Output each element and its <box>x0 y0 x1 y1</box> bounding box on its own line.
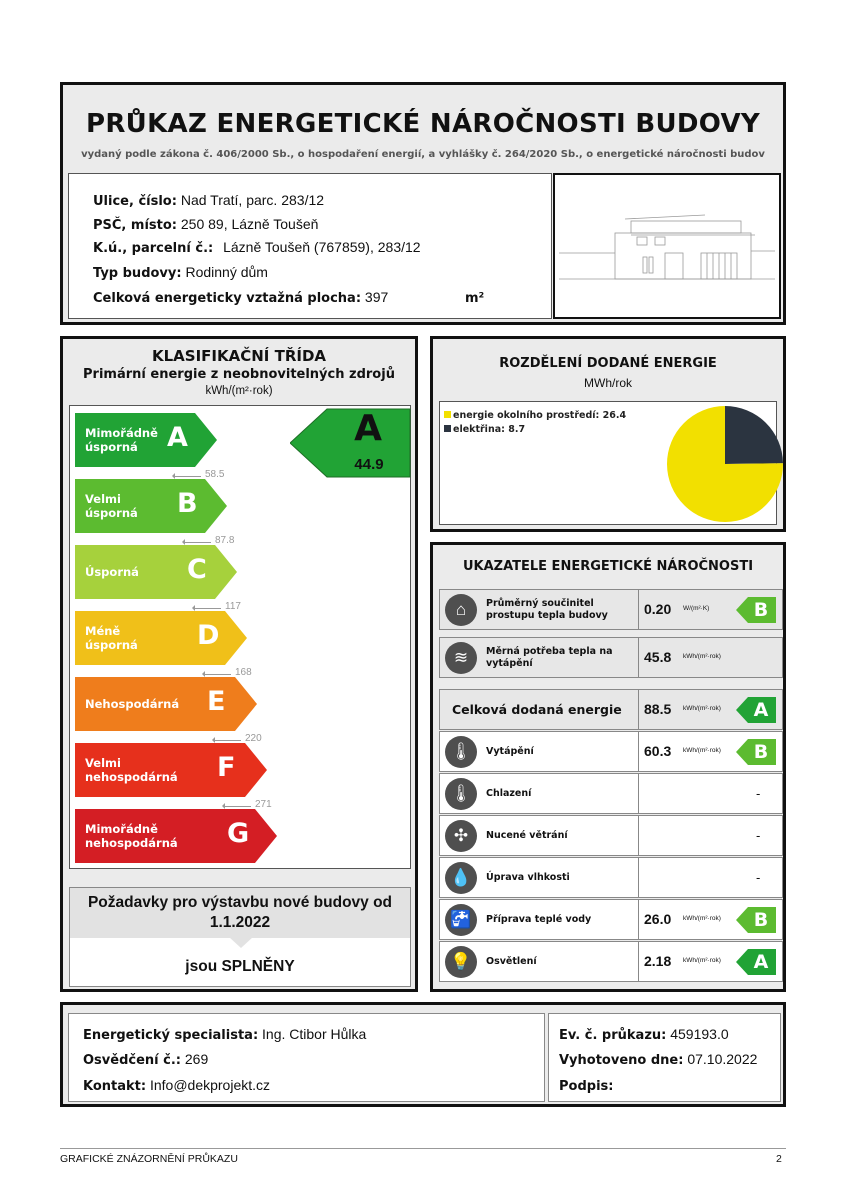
class-band-label: Mimořádně nehospodárná <box>85 822 178 850</box>
legend-label: elektřina: 8.7 <box>453 424 526 435</box>
class-band-g <box>75 809 277 863</box>
indicator-row <box>439 589 783 630</box>
class-band-label: Mimořádně úsporná <box>85 426 158 454</box>
indicator-row <box>439 637 783 678</box>
ev-label: Ev. č. průkazu: <box>559 1028 667 1043</box>
legend-item-electricity <box>444 424 525 435</box>
street-value: Nad Tratí, parc. 283/12 <box>180 192 325 208</box>
indicator-name: Celková dodaná energie <box>452 701 622 717</box>
certificate-meta <box>548 1013 781 1102</box>
classification-title: KLASIFIKAČNÍ TŘÍDA <box>151 347 327 365</box>
class-band-letter: A <box>167 422 188 453</box>
class-band-e <box>75 677 257 731</box>
class-band-label: Nehospodárná <box>85 697 180 711</box>
ku-value: Lázně Toušeň (767859), 283/12 <box>223 239 421 255</box>
requirements-box <box>69 887 411 987</box>
legend-swatch <box>444 425 451 432</box>
energy-scale <box>69 405 411 869</box>
contact-label: Kontakt: <box>83 1079 147 1094</box>
class-band-label: Velmi úsporná <box>85 492 138 520</box>
indicators-panel <box>430 542 786 992</box>
class-band-letter: C <box>187 554 207 585</box>
result-value: 44.9 <box>354 456 384 473</box>
specialist-panel <box>60 1002 786 1107</box>
indicator-empty-value: - <box>756 870 761 885</box>
page-number: 2 <box>776 1153 782 1165</box>
class-band-a <box>75 413 217 467</box>
psc-value: 250 89, Lázně Toušeň <box>180 216 319 232</box>
class-band-letter: E <box>207 686 226 717</box>
indicator-name: Úprava vlhkosti <box>486 871 570 883</box>
indicator-unit: kWh/(m²·rok) <box>683 915 721 922</box>
class-badge <box>736 949 776 975</box>
area-unit: m² <box>465 291 485 306</box>
ku-row <box>93 239 421 256</box>
indicator-unit: kWh/(m²·rok) <box>683 747 721 754</box>
indicator-value: 45.8 <box>644 649 672 665</box>
pie-chart <box>664 403 786 525</box>
signature-row <box>559 1077 613 1094</box>
specialist-label: Energetický specialista: <box>83 1028 259 1043</box>
distribution-title: ROZDĚLENÍ DODANÉ ENERGIE <box>499 356 717 371</box>
result-class: A <box>354 408 382 449</box>
requirements-text: Požadavky pro výstavbu nové budovy od 1.1.2022 <box>70 888 410 938</box>
class-band-f <box>75 743 267 797</box>
class-badge-letter: B <box>753 741 769 763</box>
specialist-row <box>83 1026 366 1043</box>
contact-email: Info@dekprojekt.cz <box>149 1077 271 1093</box>
indicator-row <box>439 899 783 940</box>
classification-subtitle: Primární energie z neobnovitelných zdrojů <box>83 367 395 382</box>
distribution-unit: MWh/rok <box>584 376 632 390</box>
date-label: Vyhotoveno dne: <box>559 1053 684 1068</box>
indicator-name: Měrná potřeba tepla na vytápění <box>486 645 613 669</box>
indicator-unit: kWh/(m²·rok) <box>683 957 721 964</box>
date-value: 07.10.2022 <box>687 1051 758 1067</box>
class-band-c <box>75 545 237 599</box>
class-threshold: 117 <box>225 601 241 612</box>
humidity-icon: 💧 <box>445 862 477 894</box>
class-badge-letter: B <box>753 599 769 621</box>
legend-label: energie okolního prostředí: 26.4 <box>453 410 627 421</box>
indicator-row <box>439 689 783 730</box>
indicator-name: Průměrný součinitel prostupu tepla budovy <box>486 597 608 621</box>
street-row <box>93 192 324 209</box>
class-badge <box>736 697 776 723</box>
class-band-letter: D <box>197 620 220 651</box>
type-value: Rodinný dům <box>185 264 268 280</box>
class-band-letter: G <box>227 818 250 849</box>
requirements-result: jsou SPLNĚNY <box>185 958 295 975</box>
specialist-name: Ing. Ctibor Hůlka <box>262 1026 367 1042</box>
class-badge-letter: A <box>753 699 769 721</box>
indicator-value: 88.5 <box>644 701 672 717</box>
thermometer-minus-icon: 🌡 <box>445 778 477 810</box>
ev-row <box>559 1026 729 1043</box>
heat-waves-icon: ≋ <box>445 642 477 674</box>
class-band-label: Velmi nehospodárná <box>85 756 178 784</box>
page-subtitle: vydaný podle zákona č. 406/2000 Sb., o hospodaření energií, a vyhlášky č. 264/2020 Sb., o energetické náročnosti budov <box>81 149 765 160</box>
building-drawing <box>555 175 779 317</box>
class-band-label: Méně úsporná <box>85 624 138 652</box>
lightbulb-icon: 💡 <box>445 946 477 978</box>
indicator-row <box>439 773 783 814</box>
indicator-unit: kWh/(m²·rok) <box>683 653 721 660</box>
indicator-value: 60.3 <box>644 743 672 759</box>
indicator-row <box>439 815 783 856</box>
indicator-name: Vytápění <box>486 745 534 757</box>
class-badge <box>736 907 776 933</box>
class-band-b <box>75 479 227 533</box>
street-label: Ulice, číslo: <box>93 194 177 209</box>
column-divider <box>638 732 639 771</box>
indicator-value: 0.20 <box>644 601 672 617</box>
column-divider <box>638 774 639 813</box>
column-divider <box>638 900 639 939</box>
indicator-value: 26.0 <box>644 911 672 927</box>
area-label: Celková energeticky vztažná plocha: <box>93 291 362 306</box>
class-threshold: 271 <box>255 799 272 810</box>
footer-divider <box>60 1148 786 1149</box>
indicator-value: 2.18 <box>644 953 672 969</box>
result-marker <box>290 406 412 480</box>
legend-item-ambient <box>444 410 626 421</box>
indicator-row <box>439 941 783 982</box>
energy-distribution-panel <box>430 336 786 532</box>
class-badge-letter: B <box>753 909 769 931</box>
class-band-label: Úsporná <box>85 565 139 579</box>
house-icon: ⌂ <box>445 594 477 626</box>
class-threshold: 87.8 <box>215 535 235 546</box>
footer-text: GRAFICKÉ ZNÁZORNĚNÍ PRŮKAZU <box>60 1153 238 1165</box>
psc-row <box>93 216 318 233</box>
column-divider <box>638 690 639 729</box>
building-elevation-image <box>553 173 781 319</box>
building-info <box>68 173 552 319</box>
indicator-row <box>439 731 783 772</box>
column-divider <box>638 858 639 897</box>
faucet-icon: 🚰 <box>445 904 477 936</box>
pie-slice-electricity <box>725 406 783 464</box>
class-badge <box>736 739 776 765</box>
area-value: 397 <box>364 289 389 305</box>
column-divider <box>638 816 639 855</box>
ev-number: 459193.0 <box>670 1026 729 1042</box>
indicator-name: Příprava teplé vody <box>486 913 592 925</box>
certificate-row <box>83 1051 208 1068</box>
specialist-info <box>68 1013 545 1102</box>
column-divider <box>638 638 639 677</box>
indicator-empty-value: - <box>756 786 761 801</box>
column-divider <box>638 590 639 629</box>
legend-swatch <box>444 411 451 418</box>
indicator-unit: W/(m²·K) <box>683 605 710 612</box>
classification-panel <box>60 336 418 992</box>
fan-icon: ✣ <box>445 820 477 852</box>
indicators-title: UKAZATELE ENERGETICKÉ NÁROČNOSTI <box>462 559 754 574</box>
class-threshold: 168 <box>235 667 252 678</box>
column-divider <box>638 942 639 981</box>
indicator-name: Osvětlení <box>486 955 537 967</box>
certificate-header <box>60 82 786 325</box>
class-band-letter: B <box>177 488 198 519</box>
class-badge-letter: A <box>753 951 769 973</box>
indicator-row <box>439 857 783 898</box>
date-row <box>559 1051 757 1068</box>
signature-label: Podpis: <box>559 1079 614 1094</box>
classification-unit: kWh/(m²·rok) <box>205 385 273 397</box>
area-row <box>93 289 388 306</box>
certificate-label: Osvědčení č.: <box>83 1053 181 1068</box>
distribution-chart <box>439 401 777 525</box>
page-title: PRŮKAZ ENERGETICKÉ NÁROČNOSTI BUDOVY <box>85 109 760 139</box>
indicator-name: Nucené větrání <box>486 829 568 841</box>
type-row <box>93 264 268 281</box>
type-label: Typ budovy: <box>93 266 182 281</box>
class-threshold: 58.5 <box>205 469 225 480</box>
class-band-letter: F <box>217 752 236 783</box>
certificate-number: 269 <box>184 1051 209 1067</box>
ku-label: K.ú., parcelní č.: <box>93 241 214 256</box>
class-badge <box>736 597 776 623</box>
indicator-unit: kWh/(m²·rok) <box>683 705 721 712</box>
psc-label: PSČ, místo: <box>93 218 177 233</box>
contact-row <box>83 1077 270 1094</box>
class-band-d <box>75 611 247 665</box>
thermometer-plus-icon: 🌡 <box>445 736 477 768</box>
indicator-name: Chlazení <box>486 787 532 799</box>
class-threshold: 220 <box>245 733 262 744</box>
indicator-empty-value: - <box>756 828 761 843</box>
